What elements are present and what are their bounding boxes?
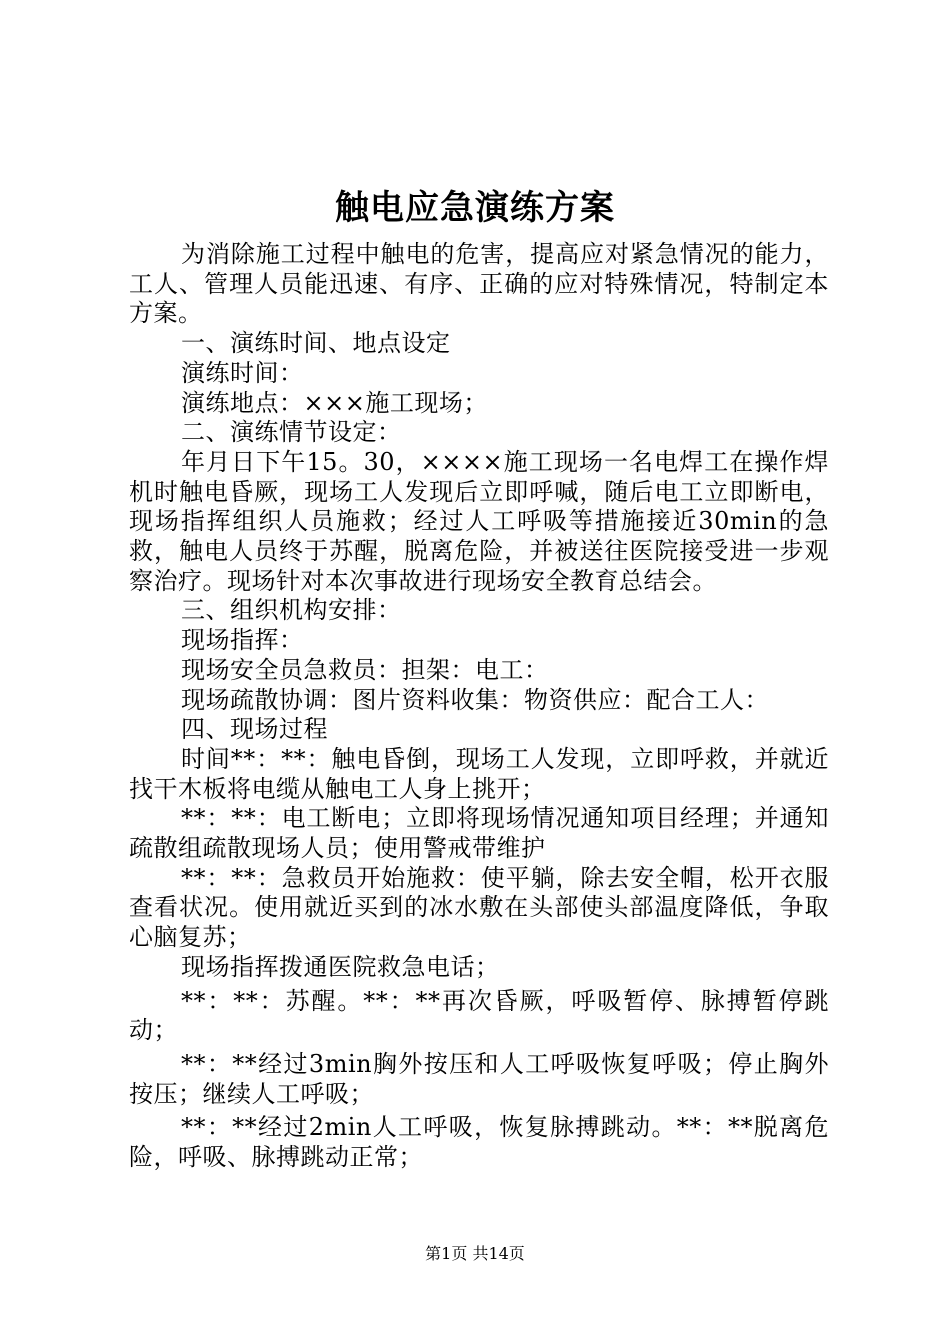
paragraph-step-7: **：**经过2min人工呼吸，恢复脉搏跳动。**：**脱离危险，呼吸、脉搏跳动正常； [129,1113,829,1172]
paragraph-drill-location: 演练地点：×××施工现场； [181,388,488,417]
section-heading-1: 一、演练时间、地点设定 [181,329,451,358]
paragraph-safety-staff: 现场安全员急救员：担架：电工： [181,655,549,684]
paragraph-intro: 为消除施工过程中触电的危害，提高应对紧急情况的能力，工人、管理人员能迅速、有序、正确的应对特殊情况，特制定本方案。 [129,240,829,328]
paragraph-step-1: 时间**：**：触电昏倒，现场工人发现，立即呼救，并就近找干木板将电缆从触电工人身上挑开； [129,744,829,803]
section-heading-4: 四、现场过程 [181,715,328,744]
paragraph-scenario: 年月日下午15。30，××××施工现场一名电焊工在操作焊机时触电昏厥，现场工人发现后立即呼喊，随后电工立即断电，现场指挥组织人员施救；经过人工呼吸等措施接近30min的急救，触电人员终于苏醒，脱离危险，并被送往医院接受进一步观察治疗。现场针对本次事故进行现场安全教育总结会。 [129,447,829,595]
paragraph-evacuation-staff: 现场疏散协调：图片资料收集：物资供应：配合工人： [181,685,769,714]
paragraph-step-5: **：**：苏醒。**：**再次昏厥，呼吸暂停、脉搏暂停跳动； [129,986,829,1045]
paragraph-step-6: **：**经过3min胸外按压和人工呼吸恢复呼吸；停止胸外按压；继续人工呼吸； [129,1049,829,1108]
paragraph-step-2: **：**：电工断电；立即将现场情况通知项目经理；并通知疏散组疏散现场人员；使用警戒带维护 [129,804,829,863]
paragraph-drill-time: 演练时间： [181,358,304,387]
paragraph-step-4: 现场指挥拨通医院救急电话； [181,952,500,981]
section-heading-2: 二、演练情节设定： [181,418,402,447]
paragraph-step-3: **：**：急救员开始施救：使平躺，除去安全帽，松开衣服查看状况。使用就近买到的冰水敷在头部使头部温度降低，争取心脑复苏； [129,863,829,952]
section-heading-3: 三、组织机构安排： [181,596,402,625]
paragraph-commander: 现场指挥： [181,626,304,655]
document-body [129,240,829,1173]
page-footer: 第1页 共14页 [425,1244,525,1263]
document-title: 触电应急演练方案 [335,188,615,228]
